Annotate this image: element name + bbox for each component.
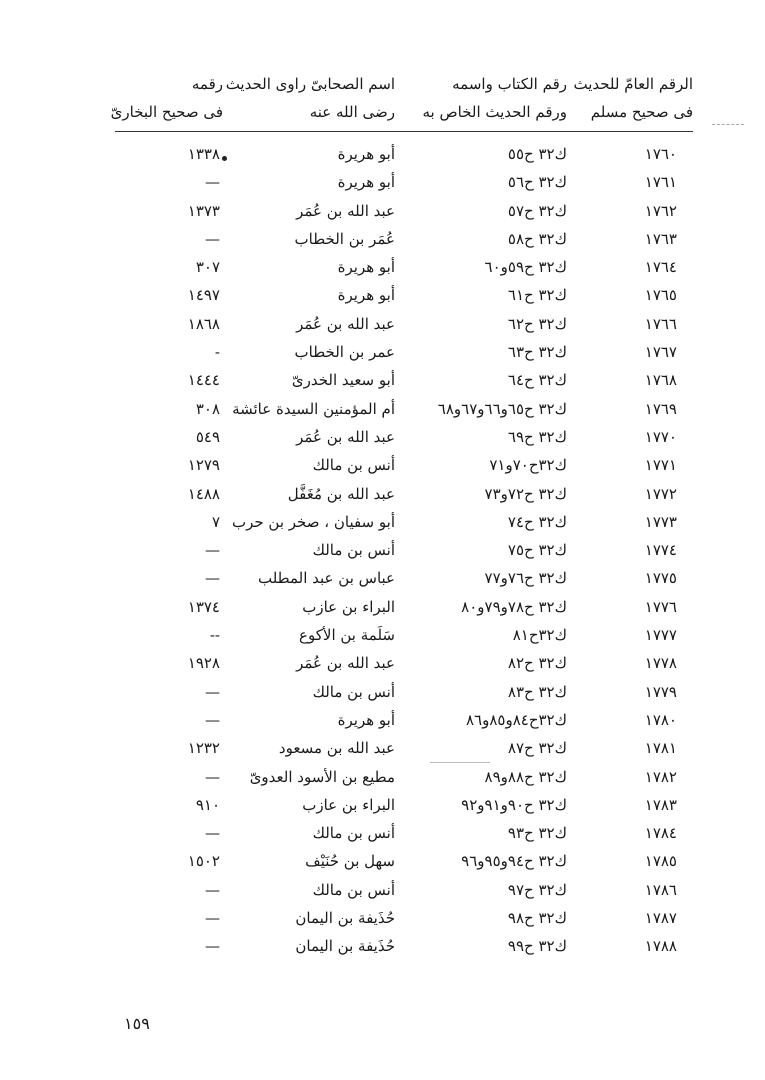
general-number-cell: ١٧٧٤: [644, 541, 677, 560]
header-bukhari-number-line1: رقمه: [191, 75, 223, 93]
header-book-number-line1: رقم الكتاب واسمه: [452, 75, 567, 93]
general-number-cell: ١٧٧٩: [644, 682, 677, 701]
book-hadith-number-cell: ك٣٢ ح٩٨: [507, 909, 567, 928]
general-number-cell: ١٧٨٨: [644, 937, 677, 956]
narrator-cell: عبد الله بن عُمَر: [296, 654, 395, 673]
book-hadith-number-cell: ك٣٢ح٨٤و٨٥و٨٦: [465, 710, 567, 729]
general-number-cell: ١٧٦٢: [644, 201, 677, 220]
book-hadith-number-cell: ك٣٢ ح٧٨و٧٩و٨٠: [461, 597, 567, 616]
book-hadith-number-cell: ك٣٢ ح٦٢: [507, 314, 567, 333]
narrator-cell: عُمَر بن الخطاب: [294, 229, 395, 248]
table-row: [0, 706, 765, 734]
general-number-cell: ١٧٧٧: [644, 626, 677, 645]
general-number-cell: ١٧٦٩: [644, 399, 677, 418]
narrator-cell: أبو سفيان ، صخر بن حرب: [231, 512, 395, 531]
narrator-cell: مطيع بن الأسود العدوىّ: [249, 767, 395, 786]
book-hadith-number-cell: ك٣٢ ح٦٤: [507, 371, 567, 390]
general-number-cell: ١٧٧١: [644, 456, 677, 475]
general-number-cell: ١٧٦١: [644, 173, 677, 192]
narrator-cell: عبد الله بن عُمَر: [296, 201, 395, 220]
book-hadith-number-cell: ك٣٢ ح٦١: [507, 286, 567, 305]
narrator-cell: أنس بن مالك: [312, 682, 395, 701]
general-number-cell: ١٧٦٤: [644, 258, 677, 277]
book-hadith-number-cell: ك٣٢ ح٥٥: [507, 145, 567, 163]
narrator-cell: أم المؤمنين السيدة عائشة: [232, 399, 395, 418]
bukhari-number-cell: ٣٠٨: [195, 399, 220, 418]
table-row: [0, 225, 765, 253]
table-row: [0, 253, 765, 281]
narrator-cell: سَلَمة بن الأكوع: [299, 626, 395, 645]
table-row: [0, 819, 765, 847]
book-hadith-number-cell: ك٣٢ ح٦٥و٦٦و٦٧و٦٨: [437, 399, 567, 418]
general-number-cell: ١٧٨٦: [644, 880, 677, 899]
table-row: [0, 366, 765, 394]
general-number-cell: ١٧٧٥: [644, 569, 677, 588]
narrator-cell: عباس بن عبد المطلب: [257, 569, 395, 588]
bukhari-number-cell: ٥٤٩: [195, 427, 220, 446]
general-number-cell: ١٧٨١: [644, 739, 677, 758]
bukhari-number-cell: ١٤٤٤: [187, 371, 220, 390]
book-hadith-number-cell: ك٣٢ ح٨٣: [507, 682, 567, 701]
narrator-cell: أبو هريرة: [337, 173, 395, 192]
bukhari-number-cell: -: [214, 343, 220, 362]
general-number-cell: ١٧٦٨: [644, 371, 677, 390]
general-number-cell: ١٧٧٦: [644, 597, 677, 616]
book-hadith-number-cell: ك٣٢ ح٩٣: [507, 824, 567, 843]
general-number-cell: ١٧٧٨: [644, 654, 677, 673]
narrator-cell: أنس بن مالك: [312, 456, 395, 475]
table-row: [0, 281, 765, 309]
narrator-cell: أنس بن مالك: [312, 541, 395, 560]
bukhari-number-cell: ١٩٢٨: [187, 654, 220, 673]
narrator-cell: أبو هريرة: [337, 258, 395, 277]
narrator-cell: البراء بن عازب: [302, 597, 395, 616]
book-hadith-number-cell: ك٣٢ ح٩٤و٩٥و٩٦: [461, 852, 567, 871]
table-row: [0, 621, 765, 649]
general-number-cell: ١٧٨٣: [644, 795, 677, 814]
general-number-cell: ١٧٦٦: [644, 314, 677, 333]
header-bukhari-number: [111, 70, 223, 126]
bukhari-number-cell: --: [209, 626, 220, 645]
general-number-cell: ١٧٦٣: [644, 229, 677, 248]
table-row: [0, 480, 765, 508]
book-hadith-number-cell: ك٣٢ ح٧٦و٧٧: [484, 569, 567, 588]
bukhari-number-cell: ٣٠٧: [195, 258, 220, 277]
table-row: [0, 338, 765, 366]
book-hadith-number-cell: ك٣٢ ح٧٥: [507, 541, 567, 560]
bukhari-number-cell: ١٣٣٨: [187, 145, 220, 163]
general-number-cell: ١٧٧٢: [644, 484, 677, 503]
book-hadith-number-cell: ك٣٢ ح٥٧: [507, 201, 567, 220]
bukhari-number-cell: ١٣٧٤: [187, 597, 220, 616]
hadith-table: [0, 140, 765, 961]
narrator-cell: عبد الله بن مُغَفَّل: [287, 484, 395, 503]
bukhari-number-cell: ١٢٣٢: [187, 739, 220, 758]
table-row: [0, 763, 765, 791]
bukhari-number-cell: —: [205, 569, 220, 588]
bukhari-number-cell: —: [205, 682, 220, 701]
book-hadith-number-cell: ك٣٢ح٧٠و٧١: [489, 456, 567, 475]
narrator-cell: سهل بن حُنَيْف: [305, 852, 395, 871]
table-row: [0, 140, 765, 168]
table-row: [0, 734, 765, 762]
table-row: [0, 451, 765, 479]
bukhari-number-cell: ١٤٩٧: [187, 286, 220, 305]
narrator-cell: أنس بن مالك: [312, 824, 395, 843]
general-number-cell: ١٧٨٥: [644, 852, 677, 871]
bukhari-number-cell: ١٨٦٨: [187, 314, 220, 333]
table-row: [0, 678, 765, 706]
book-hadith-number-cell: ك٣٢ ح٥٦: [507, 173, 567, 192]
general-number-cell: ١٧٦٥: [644, 286, 677, 305]
table-row: [0, 168, 765, 196]
table-row: [0, 847, 765, 875]
narrator-cell: البراء بن عازب: [302, 795, 395, 814]
book-hadith-number-cell: ك٣٢ ح٨٧: [507, 739, 567, 758]
bukhari-number-cell: ١٣٧٣: [187, 201, 220, 220]
table-row: [0, 536, 765, 564]
general-number-cell: ١٧٦٧: [644, 343, 677, 362]
bukhari-number-cell: ٧: [211, 512, 220, 531]
header-narrator-line2: رضى الله عنه: [309, 103, 395, 121]
book-hadith-number-cell: ك٣٢ ح٧٤: [507, 512, 567, 531]
bukhari-number-cell: ١٥٠٢: [187, 852, 220, 871]
general-number-cell: ١٧٨٠: [644, 710, 677, 729]
table-row: [0, 508, 765, 536]
header-general-number: [573, 70, 693, 126]
header-general-number-line2: فى صحيح مسلم: [590, 103, 693, 121]
header-divider: [115, 131, 693, 132]
narrator-cell: أنس بن مالك: [312, 880, 395, 899]
table-row: [0, 932, 765, 960]
table-row: [0, 649, 765, 677]
bukhari-number-cell: ٩١٠: [195, 795, 220, 814]
book-hadith-number-cell: ك٣٢ ح٥٩و٦٠: [484, 258, 567, 277]
table-row: [0, 395, 765, 423]
bukhari-number-cell: —: [205, 541, 220, 560]
book-hadith-number-cell: ك٣٢ ح٩٩: [507, 937, 567, 956]
narrator-cell: عبد الله بن عُمَر: [296, 314, 395, 333]
scan-artifact-line: [430, 762, 490, 763]
bukhari-number-cell: —: [205, 937, 220, 956]
narrator-cell: حُذَيفة بن اليمان: [295, 937, 395, 956]
book-hadith-number-cell: ك٣٢ح٨١: [512, 626, 567, 645]
narrator-cell: عبد الله بن مسعود: [278, 739, 395, 758]
general-number-cell: ١٧٧٣: [644, 512, 677, 531]
bukhari-number-cell: —: [205, 767, 220, 786]
general-number-cell: ١٧٨٤: [644, 824, 677, 843]
header-general-number-line1: الرقم العامّ للحديث: [573, 75, 693, 93]
bukhari-number-cell: —: [205, 229, 220, 248]
book-hadith-number-cell: ك٣٢ ح٩٧: [507, 880, 567, 899]
bukhari-number-cell: —: [205, 173, 220, 192]
header-narrator: [226, 70, 395, 126]
header-narrator-line1: اسم الصحابىّ راوى الحديث: [225, 75, 395, 93]
bukhari-number-cell: —: [205, 909, 220, 928]
table-row: [0, 791, 765, 819]
bukhari-number-cell: ١٢٧٩: [187, 456, 220, 475]
table-row: [0, 876, 765, 904]
table-row: [0, 593, 765, 621]
narrator-cell: عمر بن الخطاب: [294, 343, 395, 362]
table-row: [0, 904, 765, 932]
narrator-cell: أبو هريرة: [337, 145, 395, 163]
book-hadith-number-cell: ك٣٢ ح٩٠و٩١و٩٢: [461, 795, 567, 814]
book-hadith-number-cell: ك٣٢ ح٦٣: [507, 343, 567, 362]
table-row: [0, 423, 765, 451]
narrator-cell: أبو سعيد الخدرىّ: [291, 371, 395, 390]
header-book-number: [423, 70, 568, 126]
header-bukhari-number-line2: فى صحيح البخارىّ: [110, 103, 223, 121]
general-number-cell: ١٧٨٧: [644, 909, 677, 928]
page-number: ١٥٩: [124, 1014, 150, 1033]
scan-edge-mark: [712, 124, 744, 125]
book-hadith-number-cell: ك٣٢ ح٦٩: [507, 427, 567, 446]
narrator-cell: عبد الله بن عُمَر: [296, 427, 395, 446]
book-hadith-number-cell: ك٣٢ ح٨٢: [507, 654, 567, 673]
book-hadith-number-cell: ك٣٢ ح٨٨و٨٩: [484, 767, 567, 786]
bukhari-number-cell: —: [205, 880, 220, 899]
table-row: [0, 564, 765, 592]
general-number-cell: ١٧٨٢: [644, 767, 677, 786]
table-row: [0, 197, 765, 225]
general-number-cell: ١٧٦٠: [644, 145, 677, 163]
narrator-cell: أبو هريرة: [337, 710, 395, 729]
narrator-cell: حُذَيفة بن اليمان: [295, 909, 395, 928]
bukhari-number-cell: —: [205, 824, 220, 843]
book-hadith-number-cell: ك٣٢ ح٥٨: [507, 229, 567, 248]
bukhari-number-cell: ١٤٨٨: [187, 484, 220, 503]
header-book-number-line2: ورقم الحديث الخاص به: [422, 103, 567, 121]
bukhari-number-cell: —: [205, 710, 220, 729]
book-hadith-number-cell: ك٣٢ ح٧٢و٧٣: [484, 484, 567, 503]
narrator-cell: أبو هريرة: [337, 286, 395, 305]
table-row: [0, 310, 765, 338]
general-number-cell: ١٧٧٠: [644, 427, 677, 446]
